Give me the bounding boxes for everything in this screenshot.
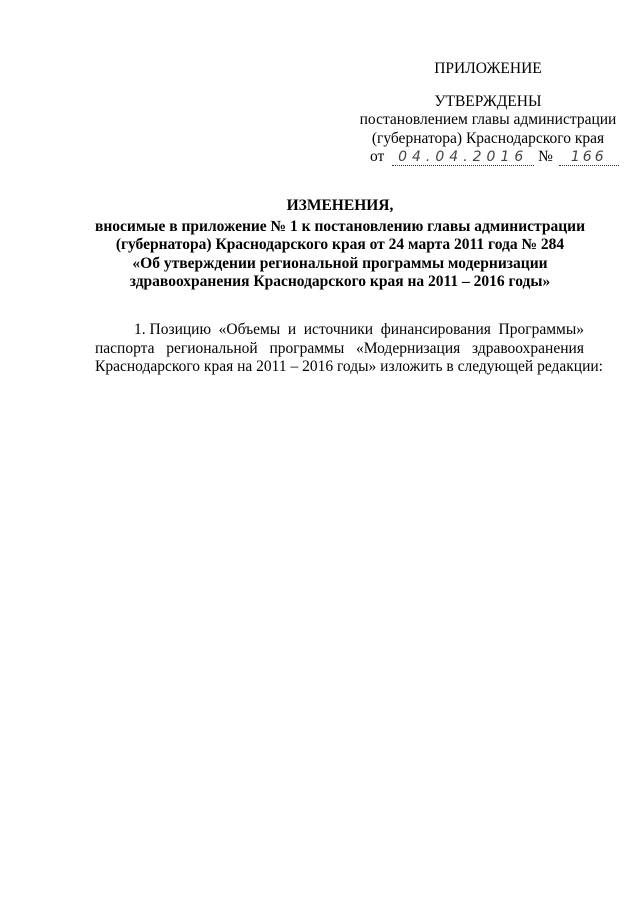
word: «Объемы: [218, 321, 281, 338]
title-line-2: (губернатора) Краснодарского края от 24 марта 2011 года № 284: [115, 236, 565, 254]
handwritten-date: 04.04.2016: [392, 150, 534, 166]
word: паспорта: [95, 339, 155, 357]
approved-by-line-1: постановлением главы администрации: [359, 111, 617, 128]
paragraph-line-1: [95, 321, 584, 340]
number-prefix: №: [538, 148, 553, 165]
word: 1. Позицию: [134, 321, 212, 338]
title-line-4: здравоохранения Краснодарского края на 2011 – 2016 годы»: [129, 273, 551, 291]
title-line-3: «Об утверждении региональной программы модернизации: [132, 254, 548, 272]
date-number-line: [352, 148, 624, 167]
paragraph-line-3: Краснодарского края на 2011 – 2016 годы» изложить в следующей редакции:: [95, 358, 603, 375]
word: региональной: [166, 339, 258, 357]
approved-by-line-2: (губернатора) Краснодарского края: [371, 129, 605, 147]
paragraph-line-2: [95, 340, 584, 359]
body-paragraph-1: [95, 321, 603, 377]
approval-block: [352, 60, 624, 167]
word: программы: [269, 339, 345, 357]
approved-label: УТВЕРЖДЕНЫ: [434, 92, 542, 110]
title-line-1: вносимые в приложение № 1 к постановлению главы администрации: [94, 217, 586, 235]
word: здравоохранения: [471, 339, 584, 357]
word: Программы»: [498, 321, 584, 338]
word: финансирования: [380, 321, 491, 338]
annex-label: ПРИЛОЖЕНИЕ: [434, 60, 542, 77]
word: «Модернизация: [355, 339, 461, 357]
document-title: [80, 197, 600, 292]
word: источники: [303, 321, 374, 338]
word: и: [287, 321, 297, 338]
handwritten-number: 166: [559, 150, 619, 166]
title-heading: ИЗМЕНЕНИЯ,: [286, 197, 394, 214]
date-prefix: от: [370, 148, 385, 165]
